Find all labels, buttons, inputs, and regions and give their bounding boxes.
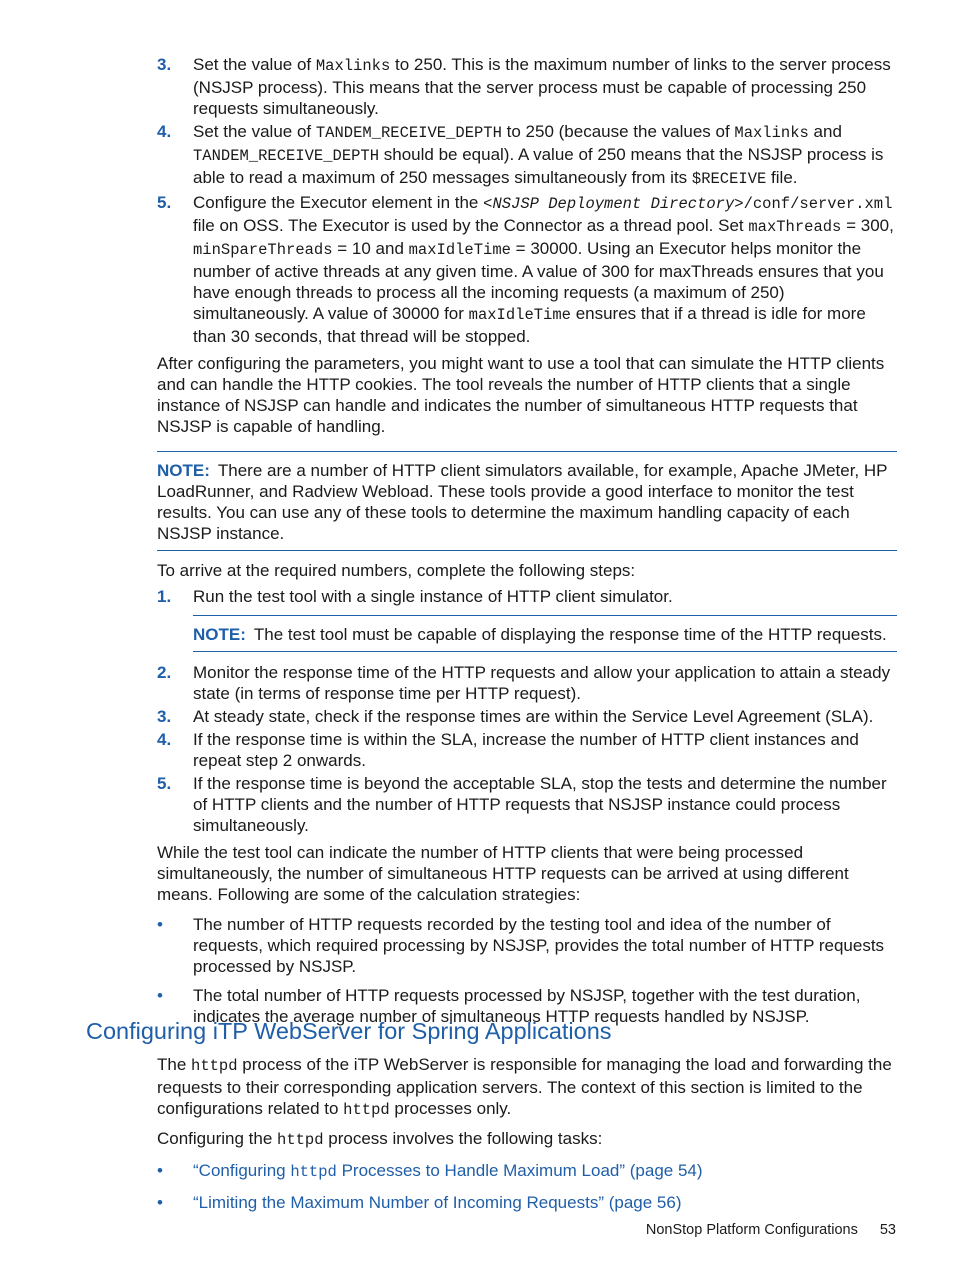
paragraph-arrive: To arrive at the required numbers, complete the following steps: (157, 561, 636, 580)
section-heading: Configuring iTP WebServer for Spring Applications (86, 1018, 612, 1044)
page-footer (646, 1222, 896, 1238)
list-item: 5. Configure the Executor element in the <NSJSP Deployment Directory>/conf/server.xml file on OSS. The Executor is used by the Connector as a thread pool. Set maxThreads = 300, minSpareThreads = 10 and maxIdleTime = 30000. Using an Executor helps monitor the number of active threads at any given time. A value of 300 for maxThreads ensures that you have enough threads to process all the incoming requests (a maximum of 250) simultaneously. A value of 30000 for maxIdleTime ensures that if a thread is idle for more than 30 seconds, that thread will be stopped. (157, 193, 894, 346)
code-httpd: httpd (191, 1057, 238, 1075)
task-link-list (157, 1160, 897, 1213)
page-number: 53 (879, 1222, 896, 1238)
strategy-list (157, 914, 897, 1027)
main-content (157, 54, 897, 1027)
list-item (157, 1192, 897, 1213)
section-paragraph: The httpd process of the iTP WebServer is responsible for managing the load and forwarding the requests to their corresponding application servers. The context of this section is limited to the configurations related to httpd processes only. (157, 1055, 892, 1119)
list-item: 4. Set the value of TANDEM_RECEIVE_DEPTH to 250 (because the values of Maxlinks and TANDEM_RECEIVE_DEPTH should be equal). A value of 250 means that the NSJSP process is able to read a maximum of 250 messages simultaneously from its $RECEIVE file. (157, 122, 884, 188)
note-label: NOTE: (193, 625, 246, 644)
code-maxidletime: maxIdleTime (408, 241, 511, 259)
code-receive: $RECEIVE (691, 170, 767, 188)
list-item: 4. If the response time is within the SLA, increase the number of HTTP client instances and repeat step 2 onwards. (157, 730, 859, 770)
step-number: 3. (157, 707, 172, 726)
bullet-icon: • (157, 1161, 163, 1180)
step-number: 1. (157, 587, 172, 606)
step-number: 5. (157, 774, 172, 793)
list-item: 2. Monitor the response time of the HTTP requests and allow your application to attain a steady state (in terms of response time per HTTP request). (157, 663, 891, 703)
code-tandem-receive-depth: TANDEM_RECEIVE_DEPTH (315, 124, 502, 142)
step-number: 2. (157, 663, 172, 682)
code-minsparethreads: minSpareThreads (193, 241, 333, 259)
code-maxlinks: Maxlinks (734, 124, 809, 142)
note-label: NOTE: (157, 461, 210, 480)
tasks-intro: Configuring the httpd process involves the following tasks: (157, 1129, 603, 1149)
step-number: 4. (157, 122, 172, 141)
code-httpd: httpd (343, 1101, 390, 1119)
code-maxlinks: Maxlinks (315, 57, 391, 75)
list-item: 5. If the response time is beyond the acceptable SLA, stop the tests and determine the number of HTTP clients and the number of HTTP requests that NSJSP instance could process simultaneously. (157, 774, 887, 835)
section-content (157, 1054, 897, 1213)
test-steps-list (157, 586, 897, 836)
config-steps-list (157, 54, 897, 347)
list-item: 1. Run the test tool with a single instance of HTTP client simulator. NOTE: The test tool must be capable of displaying the response time of the HTTP requests. (157, 586, 897, 652)
note-text: There are a number of HTTP client simulators available, for example, Apache JMeter, HP LoadRunner, and Radview Webload. These tools provide a good interface to monitor the test results. You can use any of these tools to determine the maximum handling capacity of each NSJSP instance. (157, 461, 888, 543)
code-deploy-dir: NSJSP Deployment Directory (492, 195, 735, 213)
paragraph-after-config: After configuring the parameters, you might want to use a tool that can simulate the HTTP clients and can handle the HTTP cookies. The tool reveals the number of HTTP clients that a single instance of NSJSP can handle and indicates the number of simultaneous HTTP requests that NSJSP is capable of handling. (157, 354, 885, 436)
link-limiting-requests[interactable]: “Limiting the Maximum Number of Incoming Requests” (page 56) (193, 1193, 682, 1212)
list-item (157, 1160, 897, 1183)
bullet-icon: • (157, 1193, 163, 1212)
code-httpd: httpd (277, 1131, 324, 1149)
list-item: 3. At steady state, check if the response times are within the Service Level Agreement (SLA). (157, 707, 874, 726)
code-maxthreads: maxThreads (748, 218, 842, 236)
step-number: 3. (157, 55, 172, 74)
code-server-xml: >/conf/server.xml (734, 195, 893, 213)
paragraph-while: While the test tool can indicate the number of HTTP clients that were being processed simultaneously, the number of simultaneous HTTP requests can be arrived at using different means. Following are some of the calculation strategies: (157, 843, 849, 904)
note-text: The test tool must be capable of displaying the response time of the HTTP requests. (253, 625, 887, 644)
bullet-icon: • (157, 915, 163, 934)
bullet-icon: • (157, 986, 163, 1005)
footer-title: NonStop Platform Configurations (645, 1222, 858, 1238)
code-tandem-receive-depth: TANDEM_RECEIVE_DEPTH (193, 147, 380, 165)
note-box (157, 451, 897, 551)
list-item: • The number of HTTP requests recorded by the testing tool and idea of the number of requests, which required processing by NSJSP, provides the total number of HTTP requests processed by NSJSP. (157, 915, 885, 976)
step-number: 5. (157, 193, 172, 212)
step-number: 4. (157, 730, 172, 749)
link-configuring-httpd[interactable]: “Configuring httpd Processes to Handle Maximum Load” (page 54) (193, 1161, 703, 1181)
list-item: 3. Set the value of Maxlinks to 250. This is the maximum number of links to the server process (NSJSP process). This means that the server process must be capable of processing 250 requests simultaneously. (157, 55, 891, 118)
list-item: • The total number of HTTP requests processed by NSJSP, together with the test duration, indicates the average number of simultaneous HTTP requests handled by NSJSP. (157, 986, 861, 1026)
note-box (193, 615, 897, 652)
code-maxidletime: maxIdleTime (468, 306, 571, 324)
